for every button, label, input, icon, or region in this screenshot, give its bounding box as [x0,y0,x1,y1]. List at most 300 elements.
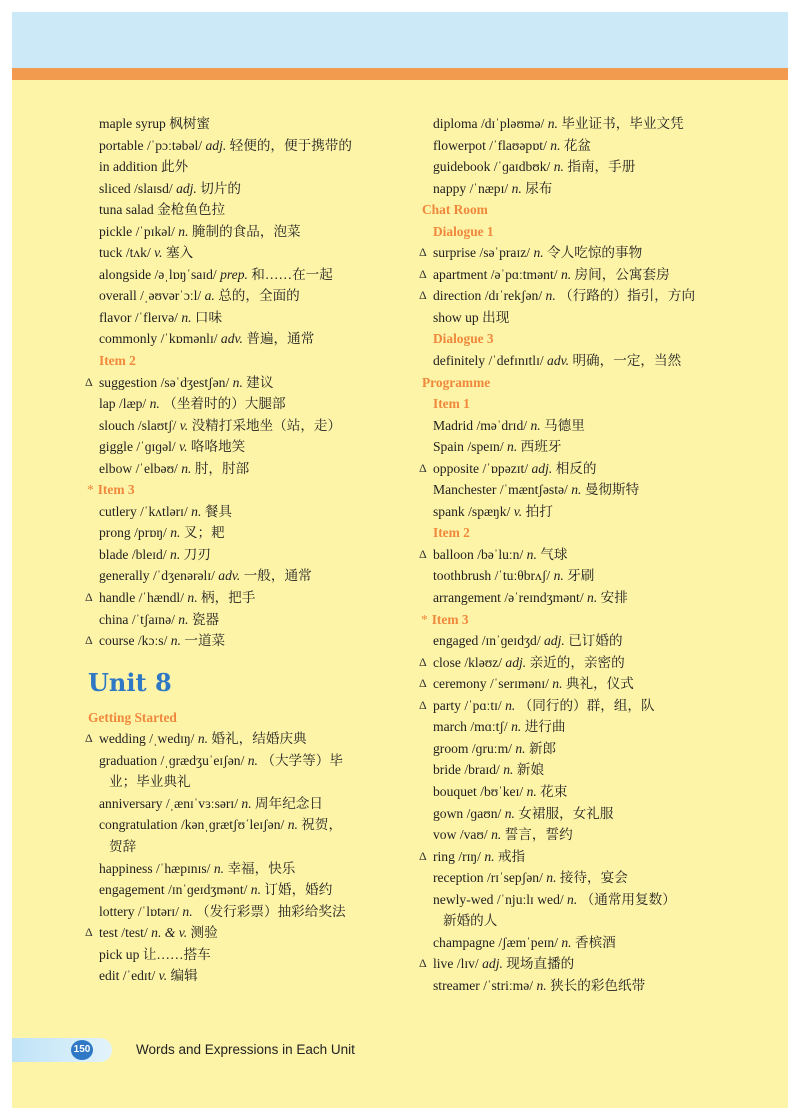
entry-phonetic: /ˈnjuːlɪ wed/ [496,891,564,907]
entry-definition: 尿布 [525,180,553,196]
entry-definition: 令人吃惊的事物 [547,245,643,261]
entry-word: nappy [433,180,467,196]
vocab-entry [84,965,384,987]
vocab-entry [84,522,384,544]
entry-pos: n. [552,676,563,692]
entry-definition: 现场直播的 [506,956,575,972]
entry-definition-cont: 业；毕业典礼 [109,774,191,790]
entry-pos: v. [179,417,189,433]
entry-definition: 戒指 [497,848,526,864]
entry-list [84,728,384,987]
entry-definition: 瓷器 [191,611,220,627]
entry-phonetic: /slaʊtʃ/ [137,417,177,433]
entry-phonetic: /ɡaʊn/ [466,805,502,821]
entry-definition: 测验 [190,925,218,941]
footer-tab [12,1038,112,1062]
entry-word: congratulation [99,817,178,833]
entry-word: course [99,633,135,649]
entry-definition: 狭长的彩色纸带 [550,977,646,993]
section-item-3 [418,609,728,631]
entry-pos: adv. [547,353,570,369]
entry-definition: 肘，肘部 [194,460,250,476]
vocab-entry [418,673,728,695]
entry-definition: 房间，公寓套房 [574,266,670,282]
section-label: Item 3 [431,611,469,627]
entry-definition: 没精打采地坐（站，走） [191,417,342,433]
delta-mark: Δ [419,654,427,669]
entry-definition: 一般，通常 [243,568,312,584]
vocab-entry [418,415,728,437]
entry-definition: 进行曲 [524,719,566,735]
entry-word: bride [433,762,461,778]
entry-phonetic: /ˈstriːmə/ [483,977,534,993]
entry-definition: 总的，全面的 [218,288,300,304]
entry-pos: n. [561,934,572,950]
entry-pos: n. [550,137,561,153]
entry-word: balloon [433,546,474,562]
entry-phonetic: /ˈhændl/ [138,590,184,606]
entry-definition: 马德里 [544,417,585,433]
vocab-entry [418,889,728,932]
entry-definition: 出现 [482,309,510,325]
entry-definition: 女裙服，女礼服 [518,805,614,821]
entry-word: ring [433,848,455,864]
entry-definition: 毕业证书，毕业文凭 [561,116,684,131]
entry-phonetic: /vaʊ/ [459,827,488,843]
delta-mark: Δ [419,546,427,561]
entry-word: alongside [99,266,152,282]
entry-phonetic: /səˈdʒestʃən/ [160,374,230,390]
entry-pos: n. [533,245,544,261]
entry-phonetic: /slaɪsd/ [134,180,173,196]
entry-word: gown [433,805,464,821]
entry-phonetic: /əˌlɒŋˈsaɪd/ [154,266,217,282]
section-item-2: Item 2 [433,525,470,541]
entry-pos: n. [560,266,572,282]
entry-list [84,113,384,350]
entry-word: anniversary [99,795,163,811]
entry-phonetic: /ˈfleɪvə/ [134,309,178,325]
entry-word: ceremony [433,676,487,692]
entry-definition: 指南，手册 [567,159,636,175]
entry-word: Manchester [433,482,497,498]
entry-phonetic: /ɪnˈɡeɪdʒmənt/ [168,882,248,898]
entry-definition: 口味 [194,309,223,325]
vocab-entry [84,156,384,178]
vocab-entry [418,458,728,480]
vocab-entry [418,630,728,652]
entry-pos: n. [526,783,537,799]
entry-definition: 拍打 [525,503,553,519]
entry-word: giggle [99,439,133,455]
entry-pos: n. [170,525,181,541]
vocab-entry [84,565,384,587]
entry-word: direction [433,288,482,304]
vocab-entry [418,932,728,954]
entry-phonetic: /ˈserɪmənɪ/ [490,676,549,692]
entry-definition: 典礼，仪式 [565,676,634,692]
entry-pos: v. [513,503,523,519]
star-mark: * [421,611,428,627]
entry-definition: （同行的）群，组，队 [518,697,655,713]
entry-phonetic: /ˌwedɪŋ/ [149,731,195,747]
entry-word: party [433,697,461,713]
unit-title: Unit 8 [88,667,172,697]
entry-definition: （通常用复数） [580,891,676,907]
entry-pos: n. [503,762,514,778]
entry-word: lap [99,396,116,412]
entry-word: show up [433,309,479,325]
entry-word: blade [99,546,129,562]
vocab-entry [418,156,728,178]
vocab-entry [84,264,384,286]
star-mark: * [87,482,94,498]
section-item-2: Item 2 [99,353,136,369]
entry-pos: n. [191,503,202,519]
entry-pos: n. [247,752,258,768]
entry-phonetic: /læp/ [119,396,147,412]
entry-word: tuck [99,245,123,261]
entry-phonetic: /ˈpɪkəl/ [135,223,175,239]
vocab-entry [84,242,384,264]
entry-pos: n. [181,309,192,325]
entry-definition: 腌制的食品，泡菜 [191,223,301,239]
vocab-entry [84,609,384,631]
entry-word: overall [99,288,137,304]
vocab-entry [84,944,384,966]
entry-word: elbow [99,460,133,476]
entry-word: arrangement [433,590,501,606]
entry-word: prong [99,525,131,541]
vocab-entry [84,221,384,243]
entry-word: tuna salad [99,202,154,218]
vocab-entry [84,436,384,458]
entry-definition: 刀刃 [183,546,211,562]
entry-phonetic: /mɑːtʃ/ [470,719,508,735]
vocab-entry [84,728,384,750]
entry-pos: n. [484,848,495,864]
entry-word: apartment [433,266,488,282]
entry-list [418,544,728,609]
vocab-entry [84,793,384,815]
entry-definition: 和……在一起 [251,266,333,282]
entry-phonetic: /ɪnˈɡeɪdʒd/ [481,633,541,649]
entry-definition: （大学等）毕 [261,752,343,768]
entry-phonetic: /dɪˈrekʃən/ [484,288,543,304]
vocab-entry [418,759,728,781]
vocab-entry [84,393,384,415]
vocab-entry [84,901,384,923]
entry-word: guidebook [433,159,491,175]
entry-definition: 金枪鱼色拉 [157,202,226,218]
vocab-entry [418,307,728,329]
entry-word: happiness [99,860,153,876]
entry-phonetic: /ˈtuːθbrʌʃ/ [494,568,551,584]
entry-phonetic: /rɪˈsepʃən/ [486,870,543,886]
vocab-entry [418,781,728,803]
right-column [418,113,728,996]
delta-mark: Δ [85,731,93,746]
entry-pos: n. [170,633,181,649]
entry-word: live [433,956,454,972]
entry-word: maple syrup [99,116,166,131]
entry-phonetic: /ʃæmˈpeɪn/ [498,934,558,950]
entry-definition: 一道菜 [184,633,226,649]
entry-word: Spain [433,439,464,455]
entry-word: spank [433,503,465,519]
vocab-entry [84,178,384,200]
entry-word: reception [433,870,484,886]
delta-mark: Δ [419,288,427,303]
entry-definition-cont: 新婚的人 [443,913,498,929]
entry-definition: 气球 [540,546,568,562]
entry-pos: adj. [531,460,553,476]
vocab-entry [84,135,384,157]
entry-word: portable [99,137,144,153]
entry-pos: adj. [482,956,503,972]
entry-pos: n. [553,159,564,175]
entry-word: cutlery [99,503,137,519]
vocab-entry [418,738,728,760]
vocab-entry [84,285,384,307]
entry-definition: 餐具 [204,503,232,519]
entry-pos: prep. [220,266,248,282]
vocab-entry [418,695,728,717]
delta-mark: Δ [85,633,93,648]
vocab-entry [418,867,728,889]
vocab-entry [418,436,728,458]
entry-pos: adj. [176,180,197,196]
entry-definition: 周年纪念日 [255,795,323,811]
entry-definition: 安排 [600,590,628,606]
entry-pos: n. [587,590,598,606]
page-number-badge: 150 [71,1040,93,1060]
entry-word: streamer [433,977,480,993]
entry-definition: 誓言，誓约 [504,827,573,843]
entry-pos: n. [213,860,225,876]
entry-word: handle [99,590,136,606]
entry-phonetic: /ˈpɔːtəbəl/ [146,137,203,153]
vocab-entry [418,113,728,135]
entry-definition: 祝贺， [301,817,343,833]
vocab-entry [418,242,728,264]
header-stripe [12,68,788,80]
entry-phonetic: /kɔːs/ [137,633,168,649]
entry-phonetic: /ˌɡrædʒuˈeɪʃən/ [160,752,245,768]
entry-pos: adv. [218,568,241,584]
vocab-entry [84,630,384,652]
entry-pos: n. [182,903,193,919]
entry-pos: n. [526,546,537,562]
vocab-entry [418,264,728,286]
vocab-entry [84,879,384,901]
entry-word: slouch [99,417,135,433]
entry-list [418,630,728,996]
delta-mark: Δ [85,925,93,940]
entry-list [418,113,728,199]
entry-definition: 编辑 [170,968,198,984]
entry-definition: 新郎 [528,740,557,756]
section-dialogue-3: Dialogue 3 [433,331,494,347]
entry-phonetic: /prɒŋ/ [134,525,167,541]
vocab-entry [84,814,384,857]
entry-definition: 塞入 [166,245,194,261]
vocab-entry [418,716,728,738]
entry-list [418,242,728,328]
delta-mark: Δ [419,676,427,691]
entry-word: in addition [99,159,158,175]
entry-phonetic: /ˈdefɪnɪtlɪ/ [488,353,544,369]
entry-pos: n. [491,827,502,843]
entry-phonetic: /ˈmæntʃəstə/ [499,482,568,498]
entry-definition: 花束 [540,783,568,799]
entry-pos: n. [197,731,209,747]
entry-pos: n. [553,568,564,584]
entry-pos: n. [187,590,198,606]
entry-phonetic: /braɪd/ [464,762,500,778]
vocab-entry [84,501,384,523]
left-column [84,113,384,987]
delta-mark: Δ [419,245,427,260]
entry-word: diploma [433,116,478,131]
entry-list [418,415,728,523]
entry-word: groom [433,740,469,756]
entry-pos: n. [571,482,582,498]
entry-definition: 叉；耙 [183,525,225,541]
vocab-entry [418,803,728,825]
entry-pos: n. [170,546,181,562]
entry-word: suggestion [99,374,158,390]
entry-word: champagne [433,934,495,950]
entry-pos: n. [545,288,556,304]
vocab-entry [418,824,728,846]
entry-word: engaged [433,633,479,649]
vocab-entry [418,565,728,587]
section-getting-started: Getting Started [88,709,177,725]
section-item-1: Item 1 [433,396,470,412]
entry-phonetic: /ˌəʊvərˈɔːl/ [140,288,202,304]
entry-pos: adv. [220,331,243,347]
entry-phonetic: /ˈedɪt/ [122,968,156,984]
entry-phonetic: /ˈlɒtərɪ/ [137,903,179,919]
entry-definition: 切片的 [200,180,242,196]
entry-definition: 新娘 [516,762,545,778]
entry-definition: 已订婚的 [568,633,623,649]
entry-pos: n. [530,417,541,433]
delta-mark: Δ [419,697,427,712]
entry-word: definitely [433,353,486,369]
entry-word: wedding [99,731,146,747]
vocab-entry [84,750,384,793]
entry-word: graduation [99,752,158,768]
entry-phonetic: /ˈelbəʊ/ [135,460,178,476]
header-band [12,12,788,68]
entry-phonetic: /əˈpɑːtmənt/ [490,266,558,282]
entry-pos: n. [507,439,518,455]
entry-phonetic: /ˈkɒmənlɪ/ [160,331,218,347]
entry-definition: 订婚，婚约 [264,882,333,898]
entry-phonetic: /rɪŋ/ [458,848,481,864]
entry-definition: 明确，一定，当然 [572,353,682,369]
entry-pos: n. [567,891,578,907]
entry-phonetic: /ˈflaʊəpɒt/ [489,137,547,153]
vocab-entry [418,178,728,200]
entry-definition: 相反的 [555,460,597,476]
entry-pos: n. [287,817,298,833]
entry-phonetic: /ˈdʒenərəlɪ/ [152,568,215,584]
entry-definition: 牙刷 [567,568,595,584]
delta-mark: Δ [419,266,427,281]
entry-word: sliced [99,180,131,196]
delta-mark: Δ [85,374,93,389]
entry-definition: 接待，宴会 [559,870,628,886]
entry-definition: 柄，把手 [201,590,256,606]
entry-definition: （发行彩票）抽彩给奖法 [196,903,346,919]
entry-pos: v. [158,968,168,984]
vocab-entry [84,372,384,394]
entry-definition: 让……搭车 [142,946,211,962]
entry-phonetic: /ˈtʃaɪnə/ [131,611,175,627]
entry-pos: n. [241,795,252,811]
entry-word: toothbrush [433,568,492,584]
entry-phonetic: /ˈɒpəzɪt/ [482,460,529,476]
entry-word: lottery [99,903,135,919]
vocab-entry [84,328,384,350]
section-programme: Programme [422,374,491,390]
vocab-entry [418,350,728,372]
entry-pos: v. [179,439,188,455]
vocab-entry [418,652,728,674]
entry-word: Madrid [433,417,474,433]
vocab-entry [84,415,384,437]
entry-word: edit [99,968,120,984]
entry-word: pickle [99,223,133,239]
vocab-entry [418,953,728,975]
entry-phonetic: /ˈɡɪɡəl/ [136,439,176,455]
entry-phonetic: /bleɪd/ [131,546,167,562]
entry-word: flavor [99,309,132,325]
vocab-entry [84,587,384,609]
vocab-entry [84,858,384,880]
entry-pos: adj. [205,137,227,153]
entry-definition: 此外 [160,159,189,175]
entry-definition: 咯咯地笑 [190,439,246,455]
entry-pos: n. [178,611,189,627]
entry-definition: 普遍，通常 [246,331,315,347]
vocab-entry [84,544,384,566]
entry-phonetic: /ɡruːm/ [471,740,512,756]
entry-list [84,372,384,480]
entry-word: march [433,719,467,735]
entry-phonetic: /bəˈluːn/ [477,546,524,562]
entry-phonetic: /bʊˈkeɪ/ [480,783,524,799]
vocab-entry [84,307,384,329]
vocab-entry [418,479,728,501]
delta-mark: Δ [419,848,427,863]
entry-phonetic: /ˌænɪˈvɜːsərɪ/ [165,795,238,811]
entry-word: close [433,654,461,670]
entry-pos: n. & v. [151,925,188,941]
delta-mark: Δ [419,956,427,971]
entry-phonetic: /lɪv/ [456,956,479,972]
vocab-entry [418,975,728,997]
entry-phonetic: /əˈreɪndʒmənt/ [504,590,584,606]
section-dialogue-1: Dialogue 1 [433,223,494,239]
entry-definition-cont: 贺辞 [109,838,137,854]
entry-pos: n. [547,116,558,131]
vocab-entry [84,922,384,944]
entry-word: vow [433,827,457,843]
